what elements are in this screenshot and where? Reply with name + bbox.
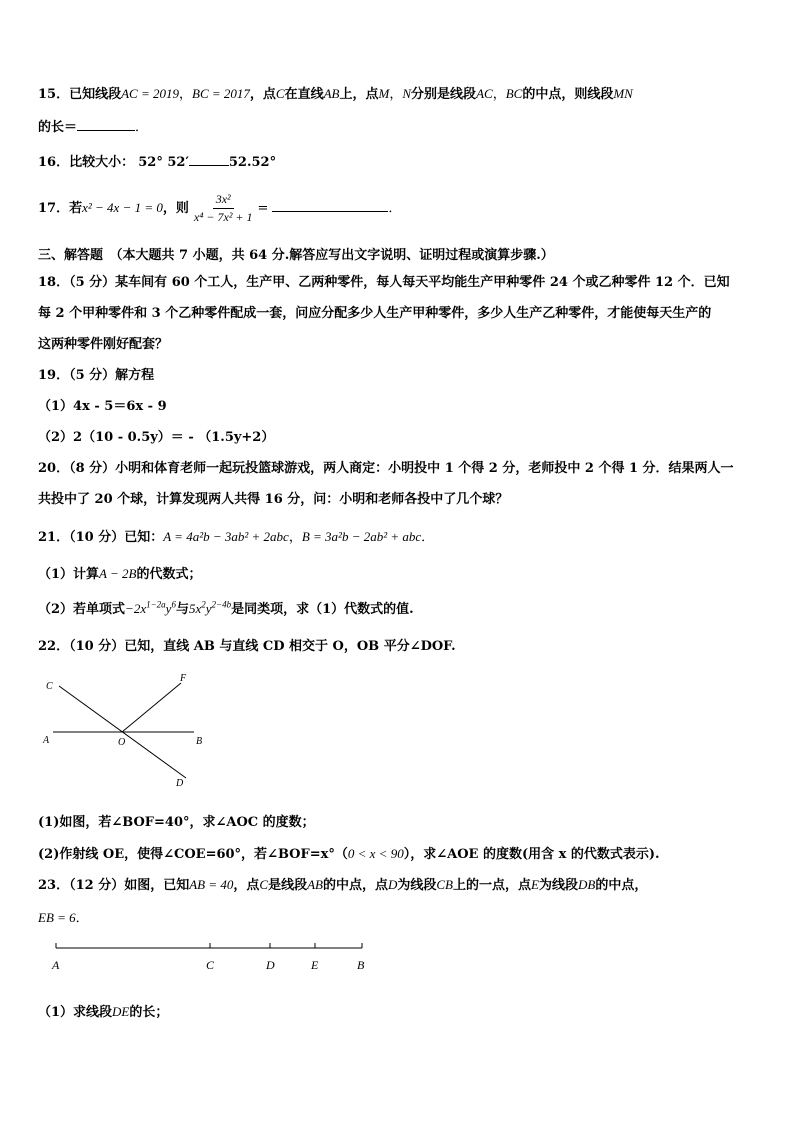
q15-text: 的中点，则线段 [522, 87, 614, 102]
q15-var: AB [323, 86, 340, 101]
q21-part1 [38, 563, 201, 582]
q21-text: 是同类项，求（1）代数式的值. [231, 602, 414, 617]
q23-text: 为线段 [397, 878, 437, 893]
q17-number: 17． [38, 201, 70, 216]
q21-text: （2）若单项式 [38, 602, 126, 617]
q22-part1: (1)如图，若∠BOF=40°，求∠AOC 的度数； [38, 815, 315, 830]
q21-expr: A − 2B [99, 566, 137, 581]
q16-line [38, 151, 276, 170]
q21-text: （1）计算 [38, 567, 100, 582]
q23-text: 的长； [129, 1005, 169, 1020]
q15-sep: ， [389, 87, 403, 102]
q17-condition: x² − 4x − 1 = 0 [82, 200, 163, 215]
q21-sep: ， [288, 530, 302, 545]
q21-var: y [205, 601, 212, 616]
q21-expr-a: A = 4a²b − 3ab² + 2abc [163, 529, 289, 544]
q23-var: AB [307, 877, 323, 892]
q23-text: 是线段 [268, 878, 308, 893]
q15-text: 上，点 [339, 87, 379, 102]
q15-number: 15． [38, 87, 70, 102]
q22-figure [36, 668, 216, 793]
q23-end: ． [75, 911, 89, 926]
q16-answer-blank[interactable] [189, 153, 229, 166]
q17-text: 若 [69, 201, 83, 216]
q15-var: N [402, 86, 412, 101]
q22-ray-of [122, 683, 181, 732]
q21-exponent: 2−4b [211, 599, 232, 610]
q15-var: AC [476, 86, 493, 101]
q19-title: 19．（5 分）解方程 [38, 368, 155, 383]
q17-numerator: 3x² [213, 192, 234, 209]
q17-equals: = [257, 201, 269, 216]
q23-text: 的中点，点 [322, 878, 388, 893]
q23-var: DB [578, 877, 596, 892]
q22-label-a: A [43, 735, 50, 746]
section-3-heading: 三、解答题 （本大题共 7 小题，共 64 分.解答应写出文字说明、证明过程或演算步骤.） [38, 248, 554, 263]
q15-var: BC [505, 86, 523, 101]
q23-label-e: E [311, 958, 319, 972]
q23-var: DE [112, 1004, 130, 1019]
q19-part1: （1）4x - 5＝6x - 9 [38, 399, 167, 414]
q23-text: 上的一点，点 [453, 878, 532, 893]
q22-condition: 0 < x < 90 [347, 846, 404, 861]
q17-answer-blank[interactable] [272, 199, 388, 212]
q21-end: ． [421, 530, 435, 545]
q23-line2 [38, 907, 89, 926]
q21-title: 21．（10 分）已知： [38, 530, 164, 545]
q22-label-d: D [176, 778, 184, 789]
q23-text: 为线段 [538, 878, 578, 893]
q15-var: MN [613, 86, 633, 101]
q15-var: C [275, 86, 285, 101]
q16-number: 16． [38, 155, 70, 170]
q21-exponent: 1−2a [146, 599, 166, 610]
q15-text: 的长＝ [38, 120, 78, 135]
q15-var: M [378, 86, 390, 101]
q15-line1 [38, 83, 633, 102]
q21-text: 与 [175, 602, 189, 617]
q23-label-a: A [52, 958, 60, 972]
q15-text: ，点 [249, 87, 276, 102]
q21-part2 [38, 598, 414, 617]
q23-label-d: D [266, 958, 275, 972]
q22-title: 22．（10 分）已知，直线 AB 与直线 CD 相交于 O，OB 平分∠DOF. [38, 639, 456, 654]
q15-end: ． [135, 120, 149, 135]
q22-label-c: C [46, 681, 53, 692]
q20-line2: 共投中了 20 个球，计算发现两人共得 16 分，问：小明和老师各投中了几个球？ [38, 492, 509, 507]
q16-value-a: 52° 52′ [138, 155, 189, 170]
q15-line2 [38, 116, 148, 135]
q18-line1: 18．（5 分）某车间有 60 个工人，生产甲、乙两种零件，每人每天平均能生产甲种零件 24 个或乙种零件 12 个．已知 [38, 275, 730, 290]
q23-text: 23．（12 分）如图，已知 [38, 878, 190, 893]
q21-monomial-1: −2x [125, 601, 147, 616]
q23-part1 [38, 1001, 168, 1020]
q22-label-o: O [118, 737, 126, 748]
q15-text: 已知线段 [69, 87, 122, 102]
q15-sep: ， [179, 87, 193, 102]
q22-label-b: B [196, 736, 203, 747]
q23-text: （1）求线段 [38, 1005, 113, 1020]
q21-monomial-2: 5x [188, 601, 202, 616]
q16-value-b: 52.52° [228, 155, 277, 170]
q22-text: ），求∠AOE 的度数(用含 x 的代数式表示). [403, 847, 660, 862]
q21-text: 的代数式； [136, 567, 202, 582]
q23-expr: EB = 6 [38, 910, 76, 925]
q23-text: 的中点， [595, 878, 648, 893]
q15-expr-bc: BC = 2017 [192, 86, 250, 101]
q23-line1 [38, 874, 647, 893]
q21-exponent: 2 [201, 599, 206, 610]
q23-var: C [259, 877, 269, 892]
q21-var: y [165, 601, 172, 616]
q17-denominator: x⁴ − 7x² + 1 [193, 210, 253, 224]
q23-expr: AB = 40 [189, 877, 234, 892]
q15-expr-ac: AC = 2019 [121, 86, 179, 101]
q15-text: 分别是线段 [411, 87, 477, 102]
q18-line3: 这两种零件刚好配套？ [38, 337, 169, 352]
q23-label-b: B [357, 958, 365, 972]
q22-label-f: F [180, 673, 187, 684]
q15-sep: ， [492, 87, 506, 102]
q23-figure [44, 940, 374, 976]
q21-title-line [38, 526, 434, 545]
q20-line1: 20．（8 分）小明和体育老师一起玩投篮球游戏，两人商定：小明投中 1 个得 2 分，老师投中 2 个得 1 分．结果两人一 [38, 461, 734, 476]
q22-part2 [38, 843, 660, 862]
q23-text: ，点 [233, 878, 260, 893]
q23-var: E [531, 877, 539, 892]
q17-line [38, 192, 401, 225]
q16-text: 比较大小： [69, 155, 135, 170]
q17-end: ． [388, 201, 402, 216]
q23-var: CB [436, 877, 454, 892]
q21-exponent: 6 [171, 599, 176, 610]
q19-part2: （2）2（10 - 0.5y）＝ - （1.5y+2） [38, 430, 275, 445]
q17-fraction [191, 192, 256, 225]
q15-answer-blank[interactable] [77, 118, 135, 131]
q18-line2: 每 2 个甲种零件和 3 个乙种零件配成一套，问应分配多少人生产甲种零件，多少人生产乙种零件，才能使每天生产的 [38, 306, 712, 321]
q21-expr-b: B = 3a²b − 2ab² + abc [301, 529, 422, 544]
q17-text: ，则 [162, 201, 189, 216]
q23-var: D [387, 877, 398, 892]
q22-text: (2)作射线 OE，使得∠COE=60°，若∠BOF=x°（ [38, 847, 348, 862]
q23-label-c: C [206, 958, 215, 972]
q15-text: 在直线 [284, 87, 324, 102]
